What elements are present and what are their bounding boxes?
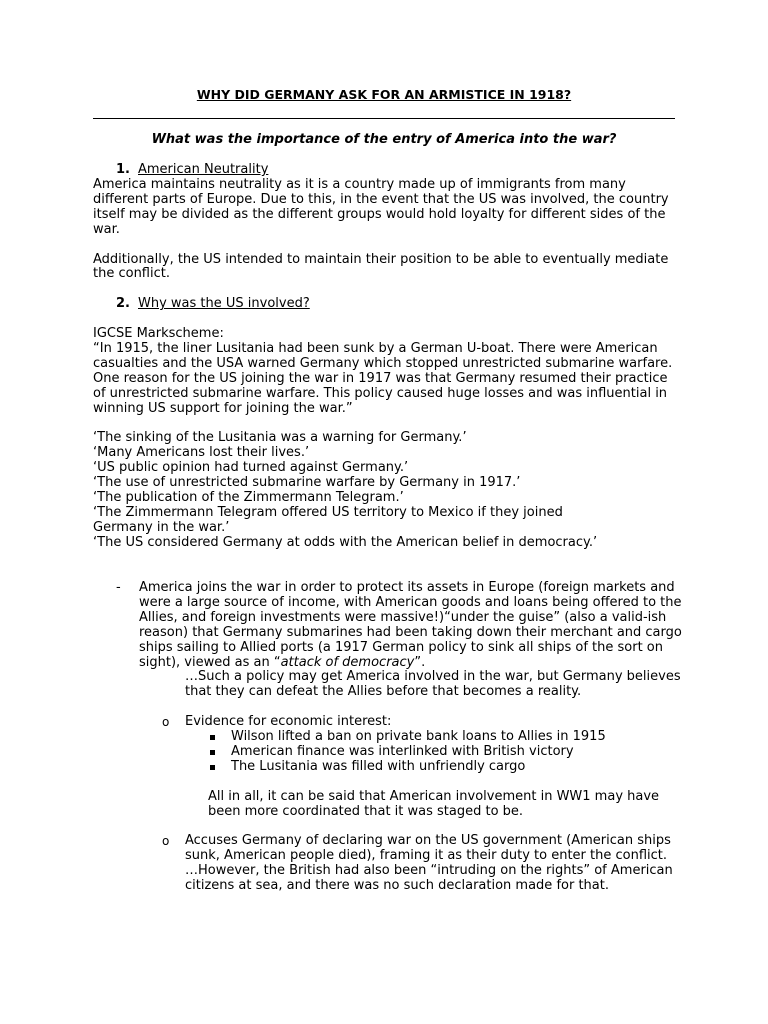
assets-follow-up: …Such a policy may get America involved in the war, but Germany believes that they can defeat the Allies before that becomes a reality. xyxy=(185,669,681,700)
document-title: WHY DID GERMANY ASK FOR AN ARMISTICE IN 1918? xyxy=(196,87,572,102)
evidence-list xyxy=(185,730,683,775)
markscheme-point: ‘US public opinion had turned against Germany.’ xyxy=(93,460,409,476)
section-1-paragraph-2: Additionally, the US intended to maintain their position to be able to eventually mediate the conflict. xyxy=(93,251,669,282)
markscheme-quote: “In 1915, the liner Lusitania had been sunk by a German U-boat. There were American casualties and the USA warned Germany which stopped unrestricted submarine warfare. One reason for the US joining the war in 1917 was that Germany resumed their practice of unrestricted submarine warfare. This policy caused huge losses and was influential in winning US support for joining the war.” xyxy=(93,340,673,416)
document-subtitle: What was the importance of the entry of America into the war? xyxy=(151,132,617,147)
evidence-item xyxy=(162,714,683,819)
evidence-list-item xyxy=(231,760,683,775)
section-2-heading xyxy=(116,297,310,312)
title-divider xyxy=(93,118,675,119)
assets-paragraph xyxy=(139,581,683,670)
evidence-heading: Evidence for economic interest: xyxy=(185,714,392,730)
square-bullet xyxy=(210,735,215,740)
markscheme-label: IGCSE Markscheme: xyxy=(93,326,224,341)
evidence-text: The Lusitania was filled with unfriendly cargo xyxy=(231,758,526,774)
square-bullet xyxy=(210,765,215,770)
dash-bullet: - xyxy=(116,580,121,595)
assets-end: ”. xyxy=(414,654,426,670)
accuses-text: Accuses Germany of declaring war on the US government (American ships sunk, American people died), framing it as their duty to enter the conflict. xyxy=(185,833,671,864)
markscheme-point: ‘Many Americans lost their lives.’ xyxy=(93,445,310,461)
o-bullet: o xyxy=(162,715,170,730)
section-2-body xyxy=(93,327,683,551)
section-1-body xyxy=(93,178,683,282)
markscheme-point: ‘The use of unrestricted submarine warfare by Germany in 1917.’ xyxy=(93,475,521,491)
analysis-list xyxy=(116,581,683,894)
section-1-title: American Neutrality xyxy=(138,162,269,177)
section-2-title: Why was the US involved? xyxy=(138,296,310,311)
evidence-conclusion: All in all, it can be said that American involvement in WW1 may have been more coordinated that it was staged to be. xyxy=(208,788,660,819)
markscheme-point: ‘The Zimmermann Telegram offered US territory to Mexico if they joined Germany in the war.’ xyxy=(93,504,563,535)
markscheme-point: ‘The sinking of the Lusitania was a warning for Germany.’ xyxy=(93,430,467,446)
evidence-list-item xyxy=(231,745,683,760)
assets-italic: attack of democracy xyxy=(280,654,415,670)
markscheme-point: ‘The publication of the Zimmermann Telegram.’ xyxy=(93,489,404,505)
assets-text: America joins the war in order to protect its assets in Europe (foreign markets and were a large source of income, with American goods and loans being offered to the Allies, and foreign investments were massive!)“under the guise” (also a valid-ish reason) that Germany submarines had been taking down their merchant and cargo ships sailing to Allied ports (a 1917 German policy to sink all ships of the sort on sight), viewed as an “ xyxy=(139,580,682,670)
section-1-paragraph-1: America maintains neutrality as it is a country made up of immigrants from many different parts of Europe. Due to this, in the event that the US was involved, the country itself may be divided as the different groups would hold loyalty for different sides of the war. xyxy=(93,177,669,237)
section-1-heading xyxy=(116,163,268,178)
accuses-follow-up: …However, the British had also been “intruding on the rights” of American citizens at sea, and there was no such declaration made for that. xyxy=(185,863,673,894)
evidence-text: American finance was interlinked with British victory xyxy=(231,743,574,759)
square-bullet xyxy=(210,750,215,755)
evidence-list-item xyxy=(231,730,683,745)
evidence-text: Wilson lifted a ban on private bank loans to Allies in 1915 xyxy=(231,729,606,745)
o-bullet: o xyxy=(162,834,170,849)
section-1-number: 1. xyxy=(116,162,130,177)
markscheme-point: ‘The US considered Germany at odds with the American belief in democracy.’ xyxy=(93,534,598,550)
accuses-item xyxy=(162,833,683,894)
section-2-number: 2. xyxy=(116,296,130,311)
